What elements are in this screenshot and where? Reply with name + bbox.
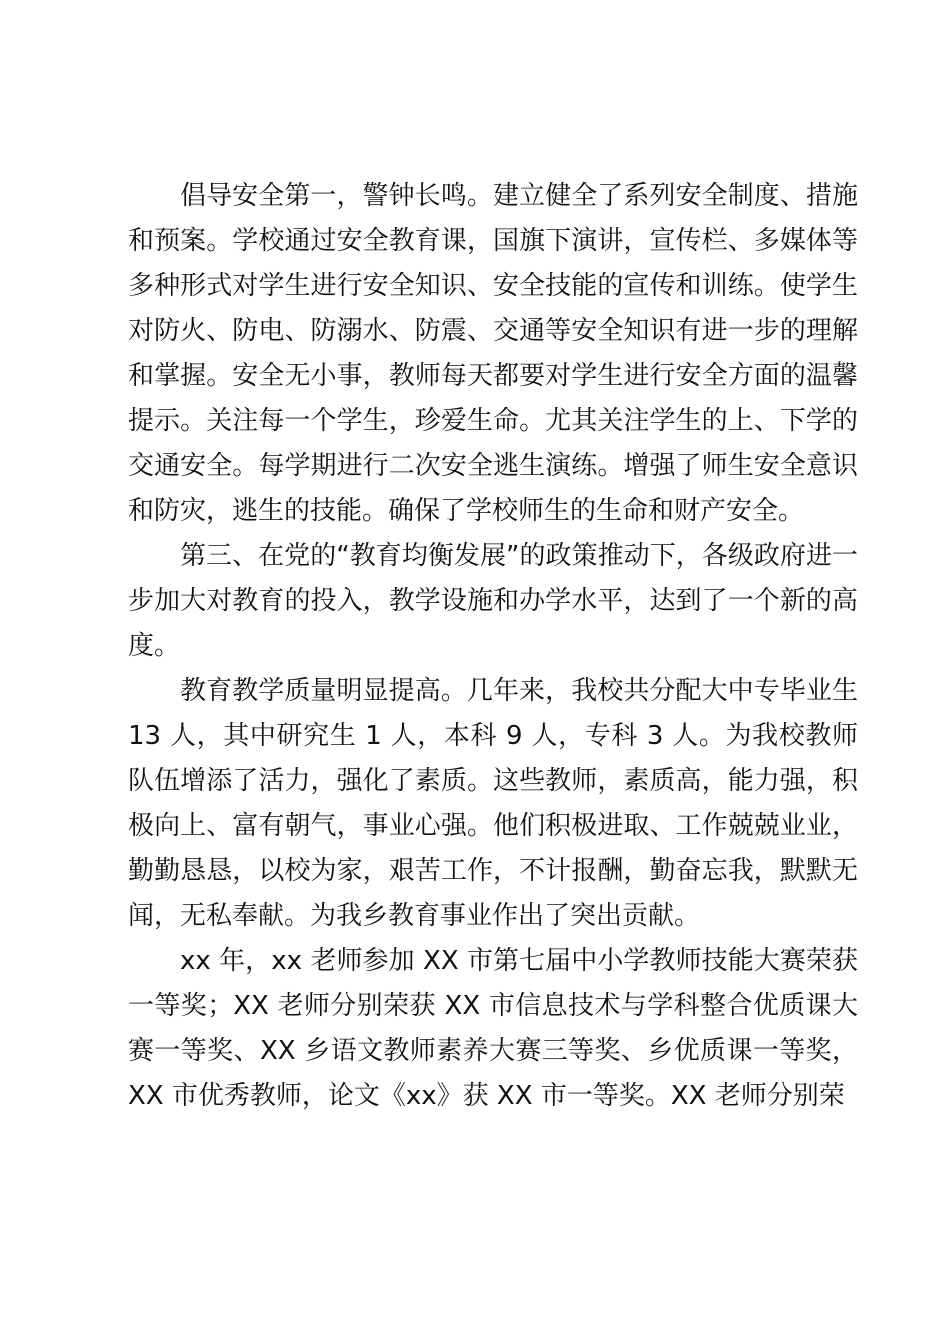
paragraph-safety: 倡导安全第一，警钟长鸣。建立健全了系列安全制度、措施和预案。学校通过安全教育课，国旗下演讲，宣传栏、多媒体等多种形式对学生进行安全知识、安全技能的宣传和训练。使学生对防火、防电、防溺水、防震、交通等安全知识有进一步的理解和掌握。安全无小事，教师每天都要对学生进行安全方面的温馨提示。关注每一个学生，珍爱生命。尤其关注学生的上、下学的交通安全。每学期进行二次安全逃生演练。增强了师生安全意识和防灾，逃生的技能。确保了学校师生的生命和财产安全。 [128, 181, 858, 526]
paragraph-policy: 第三、在党的“教育均衡发展”的政策推动下，各级政府进一步加大对教育的投入，教学设施和办学水平，达到了一个新的高度。 [128, 541, 858, 661]
paragraph-awards: xx 年，xx 老师参加 XX 市第七届中小学教师技能大赛荣获一等奖；XX 老师分别荣获 XX 市信息技术与学科整合优质课大赛一等奖、XX 乡语文教师素养大赛三等奖、乡优质课一等奖，XX 市优秀教师，论文《xx》获 XX 市一等奖。XX 老师分别荣 [128, 946, 858, 1111]
paragraph-quality: 教育教学质量明显提高。几年来，我校共分配大中专毕业生 13 人，其中研究生 1 人，本科 9 人，专科 3 人。为我校教师队伍增添了活力，强化了素质。这些教师，素质高，能力强，积极向上、富有朝气，事业心强。他们积极进取、工作兢兢业业，勤勤恳恳，以校为家，艰苦工作，不计报酬，勤奋忘我，默默无闻，无私奉献。为我乡教育事业作出了突出贡献。 [128, 676, 858, 931]
document-body [128, 174, 858, 1119]
